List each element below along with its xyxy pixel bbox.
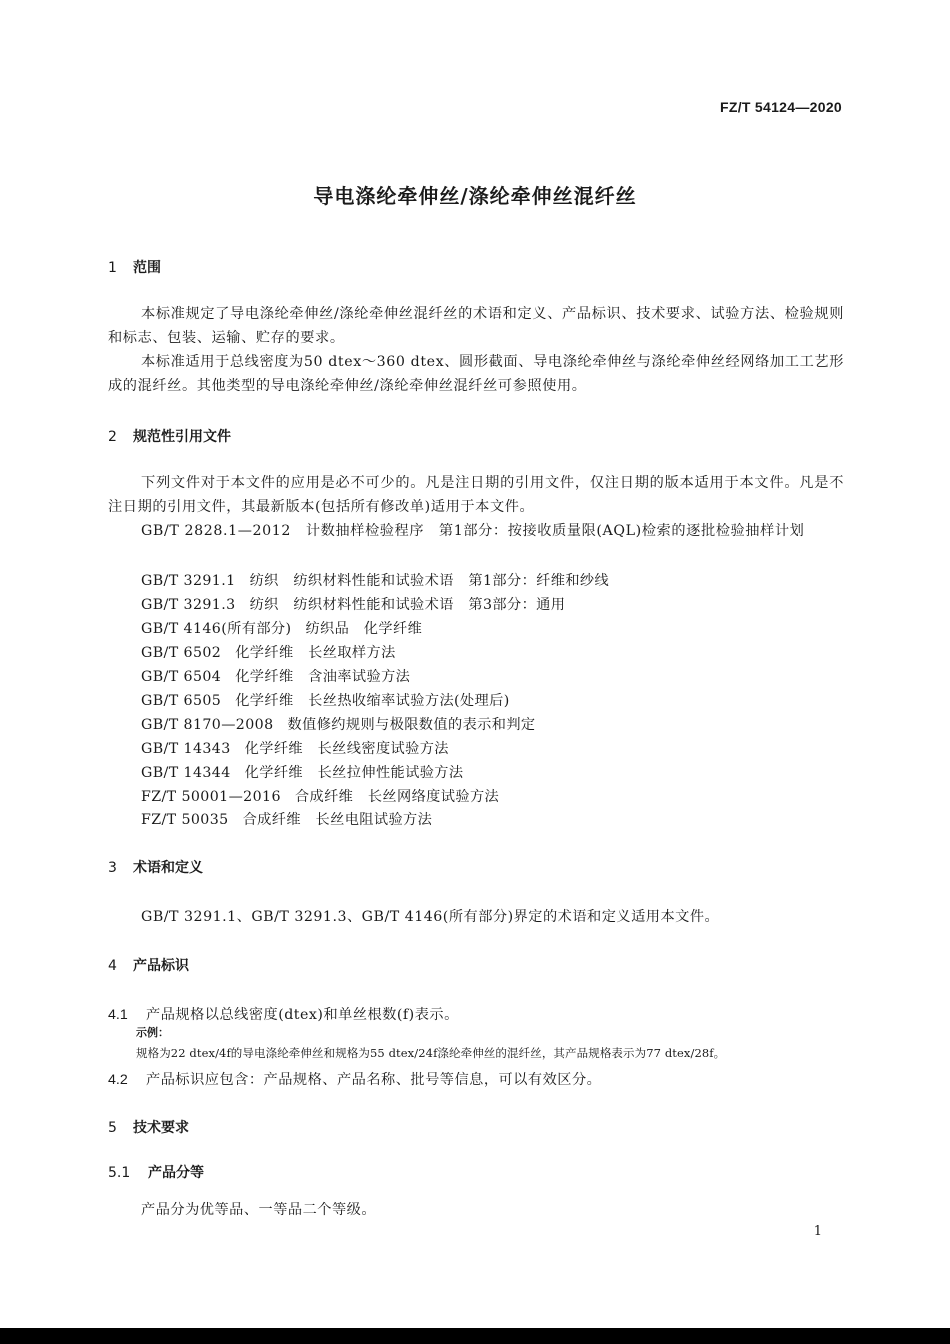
section-5-heading	[108, 1117, 189, 1137]
section-title: 范围	[133, 260, 161, 276]
bottom-edge-bar	[0, 1328, 950, 1344]
reference-code: GB/T 6502	[141, 645, 222, 661]
section-3-heading	[108, 857, 203, 877]
section-number: 2	[108, 429, 117, 445]
reference-code: FZ/T 50001—2016	[141, 789, 281, 805]
reference-title: 纺织 纺织材料性能和试验术语 第3部分：通用	[249, 597, 566, 613]
reference-code: GB/T 3291.1	[141, 573, 236, 589]
reference-title: 纺织品 化学纤维	[305, 621, 423, 637]
clause-title: 产品分等	[148, 1165, 204, 1181]
reference-item: GB/T 2828.1—2012 计数抽样检验程序 第1部分：按接收质量限(AQL)检索的逐批检验抽样计划	[141, 523, 805, 539]
reference-item	[141, 786, 513, 806]
reference-title: 合成纤维 长丝电阻试验方法	[242, 812, 433, 828]
reference-item	[141, 618, 436, 638]
reference-item	[141, 594, 579, 614]
reference-item	[141, 809, 446, 829]
reference-code: FZ/T 50035	[141, 812, 229, 828]
reference-code: GB/T 14344	[141, 765, 231, 781]
section-1-heading	[108, 257, 161, 277]
scope-paragraph-2: 本标准适用于总线密度为50 dtex～360 dtex、圆形截面、导电涤纶牵伸丝与涤纶牵伸丝经网络加工工艺形成的混纤丝。其他类型的导电涤纶牵伸丝/涤纶牵伸丝混纤丝可参照使用。	[108, 354, 844, 394]
reference-title: 化学纤维 长丝线密度试验方法	[244, 741, 449, 757]
reference-code: GB/T 14343	[141, 741, 231, 757]
reference-item	[141, 570, 623, 590]
scope-paragraph-1: 本标准规定了导电涤纶牵伸丝/涤纶牵伸丝混纤丝的术语和定义、产品标识、技术要求、试验方法、检验规则和标志、包装、运输、贮存的要求。	[108, 306, 844, 346]
example-text: 规格为22 dtex/4f的导电涤纶牵伸丝和规格为55 dtex/24f涤纶牵伸丝的混纤丝，其产品规格表示为77 dtex/28f。	[136, 1046, 726, 1060]
reference-item	[141, 762, 477, 782]
reference-title: 化学纤维 长丝拉伸性能试验方法	[244, 765, 464, 781]
clause-text: 产品规格以总线密度(dtex)和单丝根数(f)表示。	[146, 1007, 459, 1023]
section-title: 产品标识	[133, 958, 189, 974]
standard-code: FZ/T 54124—2020	[719, 99, 842, 115]
reference-item	[141, 738, 463, 758]
terms-paragraph: GB/T 3291.1、GB/T 3291.3、GB/T 4146(所有部分)界定的术语和定义适用本文件。	[141, 909, 720, 925]
section-title: 术语和定义	[133, 860, 203, 876]
section-number: 1	[108, 260, 117, 276]
section-2-heading	[108, 426, 231, 446]
section-number: 4	[108, 958, 117, 974]
references-intro: 下列文件对于本文件的应用是必不可少的。凡是注日期的引用文件，仅注日期的版本适用于本文件。凡是不注日期的引用文件，其最新版本(包括所有修改单)适用于本文件。	[108, 475, 844, 515]
reference-item	[141, 690, 524, 710]
reference-code: GB/T 4146(所有部分)	[141, 621, 292, 637]
page-number: 1	[813, 1224, 822, 1239]
reference-code: GB/T 8170—2008	[141, 717, 274, 733]
section-4-heading	[108, 955, 189, 975]
clause-text: 产品标识应包含：产品规格、产品名称、批号等信息，可以有效区分。	[146, 1072, 602, 1088]
subsection-5-1-heading	[108, 1162, 204, 1182]
section-title: 技术要求	[133, 1120, 189, 1136]
clause-4-1	[108, 1004, 459, 1024]
clause-number: 4.1	[108, 1007, 128, 1023]
reference-title: 合成纤维 长丝网络度试验方法	[294, 789, 500, 805]
reference-code: GB/T 3291.3	[141, 597, 236, 613]
section-number: 5	[108, 1120, 117, 1136]
reference-title: 数值修约规则与极限数值的表示和判定	[287, 717, 536, 733]
reference-title: 化学纤维 长丝取样方法	[235, 645, 396, 661]
reference-title: 化学纤维 长丝热收缩率试验方法(处理后)	[235, 693, 510, 709]
reference-item	[141, 642, 410, 662]
clause-4-2	[108, 1069, 601, 1089]
example-label: 示例：	[136, 1026, 169, 1039]
section-title: 规范性引用文件	[133, 429, 231, 445]
grading-paragraph: 产品分为优等品、一等品二个等级。	[141, 1202, 377, 1218]
section-number: 3	[108, 860, 117, 876]
reference-item	[141, 666, 424, 686]
reference-title: 纺织 纺织材料性能和试验术语 第1部分：纤维和纱线	[249, 573, 610, 589]
reference-title: 化学纤维 含油率试验方法	[235, 669, 411, 685]
clause-number: 4.2	[108, 1072, 128, 1088]
clause-number: 5.1	[108, 1165, 131, 1181]
reference-code: GB/T 6504	[141, 669, 222, 685]
document-title: 导电涤纶牵伸丝/涤纶牵伸丝混纤丝	[313, 184, 637, 208]
reference-code: GB/T 6505	[141, 693, 222, 709]
reference-item	[141, 714, 550, 734]
